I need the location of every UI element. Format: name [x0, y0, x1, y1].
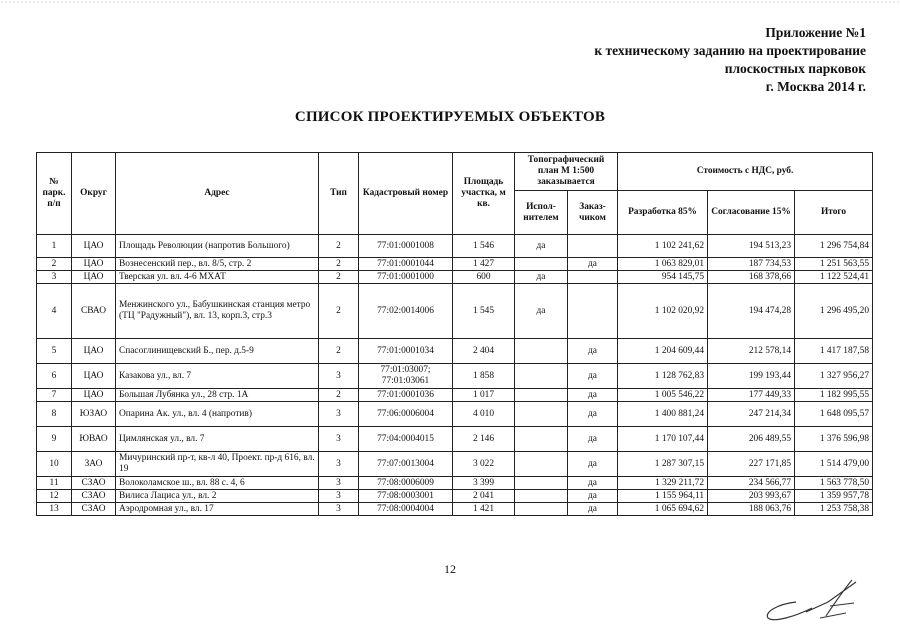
type-cell: 3: [319, 452, 359, 477]
type-cell: 2: [319, 339, 359, 364]
area-cell: 1 546: [453, 235, 515, 258]
table-row: [37, 452, 873, 477]
objects-table: [36, 152, 873, 516]
cost-total-cell: 1 417 187,58: [795, 339, 873, 364]
area-cell: 4 010: [453, 402, 515, 427]
cost-approval-cell: 247 214,34: [708, 402, 795, 427]
type-cell: 2: [319, 284, 359, 339]
topo-executor-cell: да: [515, 271, 568, 284]
area-cell: 1 017: [453, 389, 515, 402]
area-cell: 1 545: [453, 284, 515, 339]
header-cost-approval: Согласование 15%: [708, 191, 795, 235]
cost-approval-cell: 203 993,67: [708, 490, 795, 503]
type-cell: 3: [319, 477, 359, 490]
topo-customer-cell: да: [568, 402, 618, 427]
table-row: [37, 490, 873, 503]
area-cell: 2 404: [453, 339, 515, 364]
cadastral-cell: 77:06:0006004: [359, 402, 453, 427]
header-num: № парк. п/п: [37, 153, 72, 235]
topo-customer-cell: да: [568, 364, 618, 389]
cost-approval-cell: 199 193,44: [708, 364, 795, 389]
cadastral-cell: 77:08:0006009: [359, 477, 453, 490]
cost-total-cell: 1 296 495,20: [795, 284, 873, 339]
type-cell: 3: [319, 402, 359, 427]
area-cell: 1 858: [453, 364, 515, 389]
cost-total-cell: 1 182 995,55: [795, 389, 873, 402]
address-cell: Опарина Ак. ул., вл. 4 (напротив): [116, 402, 319, 427]
area-cell: 600: [453, 271, 515, 284]
table-row: [37, 503, 873, 516]
cost-dev-cell: 1 102 241,62: [618, 235, 708, 258]
type-cell: 2: [319, 389, 359, 402]
row-number: 10: [37, 452, 72, 477]
okrug-cell: ЦАО: [72, 271, 116, 284]
header-topo-plan: Топографический план М 1:500 заказывается: [515, 153, 618, 191]
table-row: [37, 271, 873, 284]
row-number: 13: [37, 503, 72, 516]
cadastral-cell: 77:04:0004015: [359, 427, 453, 452]
signature-icon: [756, 572, 866, 624]
area-cell: 3 399: [453, 477, 515, 490]
row-number: 12: [37, 490, 72, 503]
table-row: [37, 284, 873, 339]
address-cell: Большая Лубянка ул., 28 стр. 1А: [116, 389, 319, 402]
row-number: 8: [37, 402, 72, 427]
okrug-cell: СЗАО: [72, 490, 116, 503]
okrug-cell: ЦАО: [72, 235, 116, 258]
area-cell: 3 022: [453, 452, 515, 477]
row-number: 7: [37, 389, 72, 402]
table-row: [37, 339, 873, 364]
cost-dev-cell: 1 170 107,44: [618, 427, 708, 452]
topo-executor-cell: [515, 452, 568, 477]
topo-executor-cell: [515, 258, 568, 271]
topo-customer-cell: [568, 284, 618, 339]
topo-customer-cell: да: [568, 490, 618, 503]
topo-executor-cell: да: [515, 284, 568, 339]
cadastral-cell: 77:01:0001008: [359, 235, 453, 258]
cadastral-cell: 77:01:0001034: [359, 339, 453, 364]
okrug-cell: ЦАО: [72, 364, 116, 389]
okrug-cell: ЮВАО: [72, 427, 116, 452]
cost-dev-cell: 1 102 020,92: [618, 284, 708, 339]
topo-executor-cell: [515, 402, 568, 427]
header-area: Площадь участка, м кв.: [453, 153, 515, 235]
topo-customer-cell: [568, 271, 618, 284]
row-number: 11: [37, 477, 72, 490]
cost-total-cell: 1 327 956,27: [795, 364, 873, 389]
cost-dev-cell: 1 400 881,24: [618, 402, 708, 427]
type-cell: 2: [319, 235, 359, 258]
row-number: 4: [37, 284, 72, 339]
cost-total-cell: 1 376 596,98: [795, 427, 873, 452]
document-title: СПИСОК ПРОЕКТИРУЕМЫХ ОБЪЕКТОВ: [294, 109, 606, 125]
type-cell: 2: [319, 258, 359, 271]
okrug-cell: ЮЗАО: [72, 402, 116, 427]
topo-customer-cell: да: [568, 339, 618, 364]
cost-total-cell: 1 648 095,57: [795, 402, 873, 427]
cadastral-cell: 77:01:0001044: [359, 258, 453, 271]
okrug-cell: ЦАО: [72, 339, 116, 364]
address-cell: Мичуринский пр-т, кв-л 40, Проект. пр-д 616, вл. 19: [116, 452, 319, 477]
address-cell: Менжинского ул., Бабушкинская станция метро (ТЦ "Радужный"), вл. 13, корп.3, стр.3: [116, 284, 319, 339]
topo-executor-cell: [515, 389, 568, 402]
address-cell: Тверская ул. вл. 4-6 МХАТ: [116, 271, 319, 284]
area-cell: 2 041: [453, 490, 515, 503]
cadastral-cell: 77:01:0001000: [359, 271, 453, 284]
okrug-cell: СВАО: [72, 284, 116, 339]
topo-customer-cell: да: [568, 477, 618, 490]
table-row: [37, 258, 873, 271]
topo-executor-cell: [515, 339, 568, 364]
header-cost-total: Итого: [795, 191, 873, 235]
topo-executor-cell: да: [515, 235, 568, 258]
appendix-line: к техническому заданию на проектирование: [594, 43, 866, 58]
cost-approval-cell: 206 489,55: [708, 427, 795, 452]
cost-dev-cell: 1 005 546,22: [618, 389, 708, 402]
area-cell: 1 427: [453, 258, 515, 271]
table-row: [37, 402, 873, 427]
address-cell: Площадь Революции (напротив Большого): [116, 235, 319, 258]
topo-executor-cell: [515, 427, 568, 452]
header-cost-dev: Разработка 85%: [618, 191, 708, 235]
type-cell: 3: [319, 364, 359, 389]
header-topo-executor: Испол-нителем: [515, 191, 568, 235]
topo-customer-cell: [568, 235, 618, 258]
table-row: [37, 427, 873, 452]
cost-total-cell: 1 251 563,55: [795, 258, 873, 271]
cost-dev-cell: 1 329 211,72: [618, 477, 708, 490]
type-cell: 3: [319, 490, 359, 503]
cost-total-cell: 1 359 957,78: [795, 490, 873, 503]
header-cost: Стоимость с НДС, руб.: [618, 153, 873, 191]
cost-total-cell: 1 296 754,84: [795, 235, 873, 258]
cost-approval-cell: 187 734,53: [708, 258, 795, 271]
type-cell: 3: [319, 427, 359, 452]
topo-executor-cell: [515, 477, 568, 490]
header-cadastral: Кадастровый номер: [359, 153, 453, 235]
cost-approval-cell: 177 449,33: [708, 389, 795, 402]
okrug-cell: СЗАО: [72, 477, 116, 490]
type-cell: 2: [319, 271, 359, 284]
address-cell: Спасоглинищевский Б., пер. д.5-9: [116, 339, 319, 364]
cadastral-cell: 77:08:0004004: [359, 503, 453, 516]
cost-approval-cell: 194 513,23: [708, 235, 795, 258]
type-cell: 3: [319, 503, 359, 516]
cadastral-cell: 77:08:0003001: [359, 490, 453, 503]
cost-dev-cell: 1 128 762,83: [618, 364, 708, 389]
okrug-cell: ЗАО: [72, 452, 116, 477]
table-row: [37, 389, 873, 402]
row-number: 9: [37, 427, 72, 452]
cadastral-cell: 77:02:0014006: [359, 284, 453, 339]
topo-customer-cell: да: [568, 389, 618, 402]
cost-approval-cell: 168 378,66: [708, 271, 795, 284]
table-row: [37, 235, 873, 258]
cost-approval-cell: 194 474,28: [708, 284, 795, 339]
cost-dev-cell: 1 065 694,62: [618, 503, 708, 516]
cadastral-cell: 77:07:0013004: [359, 452, 453, 477]
appendix-line: г. Москва 2014 г.: [765, 79, 866, 94]
cost-dev-cell: 954 145,75: [618, 271, 708, 284]
okrug-cell: ЦАО: [72, 389, 116, 402]
cost-total-cell: 1 563 778,50: [795, 477, 873, 490]
cost-total-cell: 1 122 524,41: [795, 271, 873, 284]
topo-executor-cell: [515, 364, 568, 389]
header-topo-customer: Заказ-чиком: [568, 191, 618, 235]
topo-customer-cell: да: [568, 503, 618, 516]
cost-total-cell: 1 253 758,38: [795, 503, 873, 516]
table-body: [37, 235, 873, 516]
header-okrug: Округ: [72, 153, 116, 235]
address-cell: Казакова ул., вл. 7: [116, 364, 319, 389]
address-cell: Волоколамское ш., вл. 88 с. 4, 6: [116, 477, 319, 490]
cost-dev-cell: 1 063 829,01: [618, 258, 708, 271]
cost-approval-cell: 212 578,14: [708, 339, 795, 364]
topo-customer-cell: да: [568, 427, 618, 452]
area-cell: 1 421: [453, 503, 515, 516]
cost-approval-cell: 227 171,85: [708, 452, 795, 477]
okrug-cell: СЗАО: [72, 503, 116, 516]
row-number: 1: [37, 235, 72, 258]
address-cell: Вознесенский пер., вл. 8/5, стр. 2: [116, 258, 319, 271]
cost-dev-cell: 1 287 307,15: [618, 452, 708, 477]
appendix-header: [594, 24, 866, 96]
header-address: Адрес: [116, 153, 319, 235]
row-number: 3: [37, 271, 72, 284]
cost-approval-cell: 234 566,77: [708, 477, 795, 490]
address-cell: Вилиса Лациса ул., вл. 2: [116, 490, 319, 503]
cadastral-cell: 77:01:03007; 77:01:03061: [359, 364, 453, 389]
topo-customer-cell: да: [568, 452, 618, 477]
row-number: 6: [37, 364, 72, 389]
address-cell: Цимлянская ул., вл. 7: [116, 427, 319, 452]
table-row: [37, 364, 873, 389]
okrug-cell: ЦАО: [72, 258, 116, 271]
topo-executor-cell: [515, 503, 568, 516]
topo-customer-cell: да: [568, 258, 618, 271]
area-cell: 2 146: [453, 427, 515, 452]
cost-approval-cell: 188 063,76: [708, 503, 795, 516]
cost-dev-cell: 1 155 964,11: [618, 490, 708, 503]
cost-total-cell: 1 514 479,00: [795, 452, 873, 477]
cost-dev-cell: 1 204 609,44: [618, 339, 708, 364]
appendix-title: Приложение №1: [765, 25, 866, 40]
address-cell: Аэродромная ул., вл. 17: [116, 503, 319, 516]
scan-edge-dots: [0, 0, 900, 4]
topo-executor-cell: [515, 490, 568, 503]
page-number: 12: [444, 562, 456, 576]
header-type: Тип: [319, 153, 359, 235]
row-number: 2: [37, 258, 72, 271]
cadastral-cell: 77:01:0001036: [359, 389, 453, 402]
table-row: [37, 477, 873, 490]
appendix-line: плоскостных парковок: [724, 61, 866, 76]
row-number: 5: [37, 339, 72, 364]
